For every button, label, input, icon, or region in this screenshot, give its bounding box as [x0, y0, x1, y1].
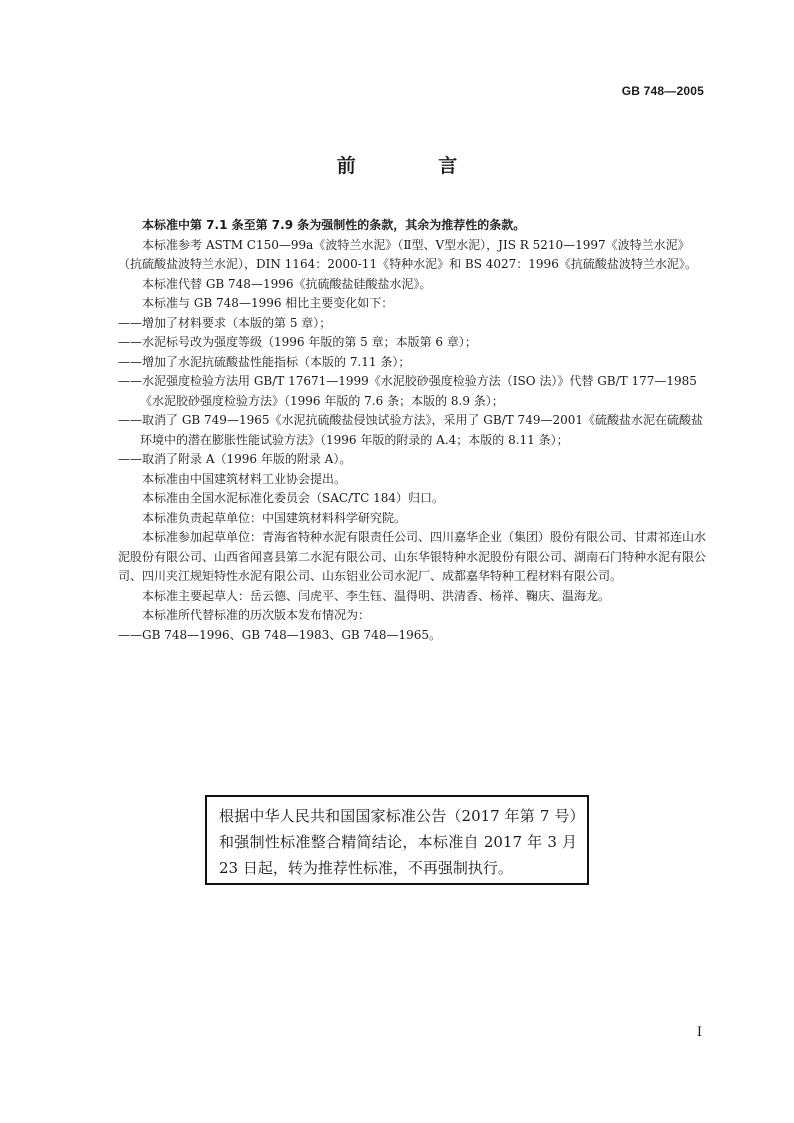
paragraph-main-drafters: 本标准主要起草人：岳云德、闫虎平、李生钰、温得明、洪清香、杨祥、鞠庆、温海龙。: [142, 588, 611, 603]
paragraph-participating-drafters: 本标准参加起草单位：青海省特种水泥有限责任公司、四川嘉华企业（集团）股份有限公司、甘肃祁连山水泥股份有限公司、山西省闻喜县第二水泥有限公司、山东华银特种水泥股份有限公司、湖南石门特种水泥有限公司、四川夹江规矩特性水泥有限公司、山东铝业公司水泥厂、成都嘉华特种工程材料有限公司。: [118, 530, 707, 583]
standard-code: GB 748—2005: [621, 84, 704, 98]
paragraph-references: 本标准参考 ASTM C150—99a《波特兰水泥》（Ⅱ型、Ⅴ型水泥），JIS R 5210—1997《波特兰水泥》（抗硫酸盐波特兰水泥），DIN 1164：2000-11《特种水泥》和 BS 4027：1996《抗硫酸盐波特兰水泥》。: [118, 237, 697, 271]
change-item: ——水泥标号改为强度等级（1996 年版的第 5 章；本版第 6 章）；: [118, 335, 477, 349]
paragraph-committee: 本标准由全国水泥标准化委员会（SAC/TC 184）归口。: [142, 491, 445, 505]
change-item: ——取消了 GB 749—1965《水泥抗硫酸盐侵蚀试验方法》，采用了 GB/T 749—2001《硫酸盐水泥在硫酸盐环境中的潜在膨胀性能试验方法》（1996 年版的附录的 A.4；本版的 8.11 条）；: [118, 413, 704, 447]
change-item: ——水泥强度检验方法用 GB/T 17671—1999《水泥胶砂强度检验方法（ISO 法）》代替 GB/T 177—1985《水泥胶砂强度检验方法》（1996 年版的 7.6 条；本版的 8.9 条）；: [118, 374, 697, 408]
paragraph-lead-drafter: 本标准负责起草单位：中国建筑材料科学研究院。: [142, 510, 407, 525]
paragraph-mandatory-clauses: 本标准中第 7.1 条至第 7.9 条为强制性的条款，其余为推荐性的条款。: [142, 218, 526, 232]
page-number: I: [696, 1025, 702, 1040]
page-title: 前 言: [336, 155, 496, 177]
paragraph-proposer: 本标准由中国建筑材料工业协会提出。: [142, 471, 347, 486]
paragraph-history-intro: 本标准所代替标准的历次版本发布情况为：: [142, 608, 371, 622]
change-item: ——取消了附录 A（1996 年版的附录 A）。: [118, 452, 352, 466]
history-item: ——GB 748—1996、GB 748—1983、GB 748—1965。: [118, 627, 441, 642]
change-item: ——增加了材料要求（本版的第 5 章）；: [118, 315, 332, 330]
notice-box: 根据中华人民共和国国家标准公告（2017 年第 7 号）和强制性标准整合精简结论，本标准自 2017 年 3 月 23 日起，转为推荐性标准，不再强制执行。: [205, 795, 589, 885]
paragraph-replaces: 本标准代替 GB 748—1996《抗硫酸盐硅酸盐水泥》。: [142, 276, 432, 291]
foreword-body: [118, 216, 706, 645]
paragraph-changes-intro: 本标准与 GB 748—1996 相比主要变化如下：: [142, 296, 394, 310]
change-item: ——增加了水泥抗硫酸盐性能指标（本版的 7.11 条）；: [118, 354, 411, 369]
